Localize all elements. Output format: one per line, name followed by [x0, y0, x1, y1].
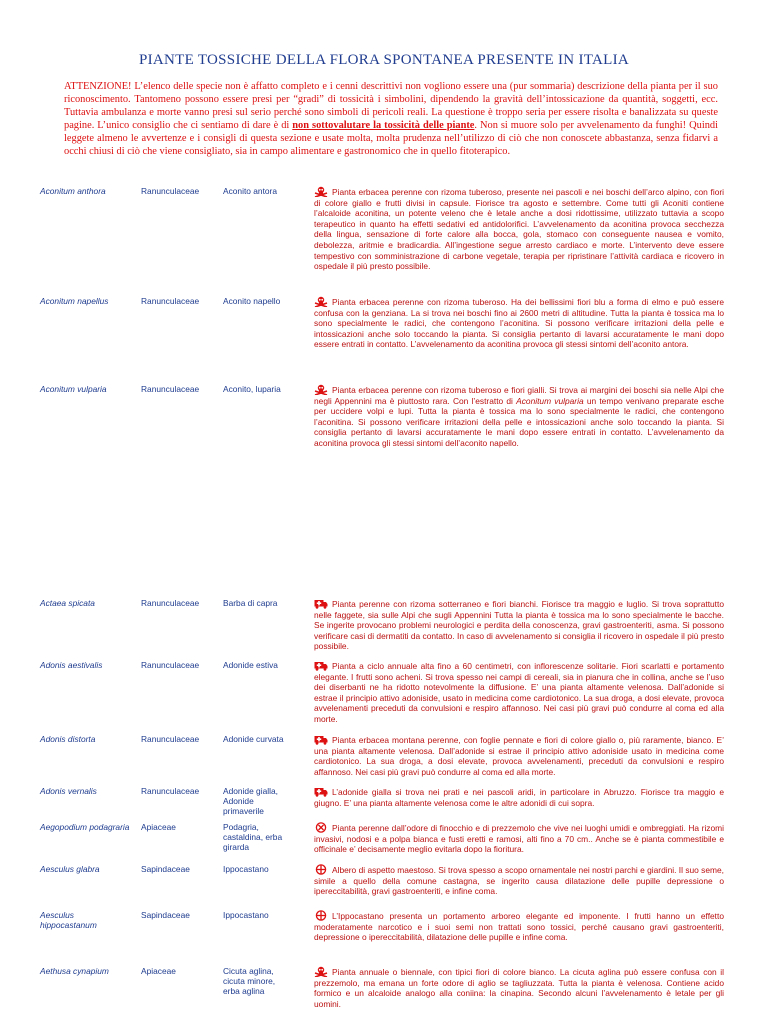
- plant-common-name: Adonide curvata: [223, 734, 284, 744]
- plant-latin-name: Aegopodium podagraria: [40, 822, 130, 832]
- plant-description: [314, 660, 724, 725]
- page-title: PIANTE TOSSICHE DELLA FLORA SPONTANEA PRESENTE IN ITALIA: [138, 52, 630, 68]
- plant-common-name: Aconito antora: [223, 186, 278, 196]
- plant-description-text: un tempo venivano preparate esche per uccidere volpi e lupi. Tutta la pianta è tossica ma lo sono specialmente le radici, che contengono l’aconitina. Si possono verificare irritazioni della pelle e intossicazioni anche solo toccando la pianta. Si consiglia pertanto di lavarsi accuratamente le mani dopo essere entrati in contatto. L’avvelenamento da aconitina provoca gli stessi sintomi dell’aconito napello.: [314, 395, 725, 448]
- plant-family: Ranunculaceae: [141, 660, 200, 670]
- plant-description: [314, 734, 724, 777]
- plant-latin-name: Adonis vernalis: [40, 786, 97, 796]
- plant-latin-name: Aesculus glabra: [40, 864, 100, 874]
- plant-description: [314, 864, 724, 897]
- plant-family: Ranunculaceae: [141, 598, 200, 608]
- plant-family: Sapindaceae: [141, 864, 190, 874]
- plant-latin-name: Aethusa cynapium: [40, 966, 109, 976]
- skull-icon: [314, 966, 328, 977]
- plant-description: [314, 384, 724, 449]
- plant-family: Ranunculaceae: [141, 296, 200, 306]
- plant-description: [314, 186, 724, 272]
- plant-family: Ranunculaceae: [141, 734, 200, 744]
- plant-common-name: Aconito, luparia: [223, 384, 281, 394]
- plant-description: [314, 296, 724, 350]
- cross-circle-icon: [314, 864, 328, 875]
- ambulance-icon: [314, 660, 328, 671]
- plant-description-text: Pianta annuale o biennale, con tipici fiori di colore bianco. La cicuta aglina può essere confusa con il prezzemolo, ma emana un forte odore di aglio se tagliuzzata. Tutta la pianta è velenosa. Contiene acido formico e un alcaloide analogo alla coniina: la cinapina. Secondo alcuni l’avvelenamento è letale per gli uomini.: [314, 967, 724, 1009]
- plant-description: [314, 966, 724, 1009]
- warning-text-start: ATTENZIONE! L’elenco delle specie non è affatto completo e i cenni descrittivi non vogliono essere una (pur sommaria) descrizione della pianta per il suo riconoscimento. Tantomeno possono essere presi per “gradi” di tossicità i simbolini, dipendendo la gravità dell’intossicazione da quantità, soggetti, ecc. Tuttavia ambulanza e morte vanno presi sul serio perché sono simboli di pericoli reali. La questione è troppo seria per essere risolta e banalizzata su queste pagine. L’unico consiglio che ci sentiamo di dare è di: [64, 81, 718, 131]
- plant-description-text: Pianta erbacea perenne con rizoma tuberoso e fiori gialli. Si trova ai margini dei boschi sia nelle Alpi che negli Appennini ma è piuttosto rara. Con l’estratto di: [314, 385, 724, 406]
- plant-common-name: Adonide gialla, Adonide primaverile: [223, 786, 278, 816]
- plant-description-text: Albero di aspetto maestoso. Si trova spesso a scopo ornamentale nei nostri parchi e giardini. Il suo seme, simile a quello della comune castagna, se ingerito causa dilatazione delle pupille depressione o ipereccitabilità, gravi gastroenteriti, e infine coma.: [314, 865, 724, 897]
- plant-common-name: Aconito napello: [223, 296, 281, 306]
- plant-latin-name: Aconitum vulparia: [40, 384, 107, 394]
- plant-description: [314, 598, 724, 652]
- plant-description: [314, 786, 724, 808]
- plant-common-name: Barba di capra: [223, 598, 278, 608]
- warning-text-end: . Non si muore solo per avvelenamento da funghi! Quindi leggete almeno le avvertenze e i consigli di questa sezione e usate molta, molta prudenza nell’utilizzo di ciò che non conoscete abbastanza, senza fidarvi a occhi chiusi di ciò che viene consigliato, sia in campo alimentare e gastronomico che in quello fitoterapico.: [64, 120, 718, 157]
- plant-description-text: Pianta erbacea perenne con rizoma tuberoso. Ha dei bellissimi fiori blu a forma di elmo e può essere confusa con la genziana. La si trova nei boschi fino ai 2600 metri di altitudine. Tutta la pianta è tossica ma lo sono specialmente le radici, che contengono l’aconitina. Si possono verificare irritazioni della pelle e intossicazioni anche solo toccando la pianta. Si consiglia pertanto di lavarsi accuratamente le mani dopo essere entrati in contatto. L’avvelenamento da aconitina provoca gli stessi sintomi dell’aconito antora.: [314, 297, 724, 350]
- plant-description-text: Pianta perenne con rizoma sotterraneo e fiori bianchi. Fiorisce tra maggio e luglio. Si trova soprattutto nelle faggete, sia sulle Alpi che sugli Appennini Tutta la pianta è tossica ma lo sono specialmente le bacche. Se ingerite provocano problemi neurologici e perdita della conoscenza, gravi gastroenteriti, asma. Si possono verificare casi di dermatiti da contatto. In caso di avvelenamento si consiglia il ricovero in ospedale il più presto possibile.: [314, 599, 724, 652]
- ambulance-icon: [314, 734, 328, 745]
- plant-latin-name: Adonis aestivalis: [40, 660, 103, 670]
- plant-description: [314, 910, 724, 943]
- warning-emphasis: non sottovalutare la tossicità delle piante: [292, 120, 475, 131]
- plant-family: Apiaceae: [141, 822, 176, 832]
- danger-circle-icon: [314, 822, 328, 833]
- plant-common-name: Ippocastano: [223, 864, 269, 874]
- plant-latin-name: Adonis distorta: [40, 734, 96, 744]
- ambulance-icon: [314, 786, 328, 797]
- plant-common-name: Cicuta aglina, cicuta minore, erba aglina: [223, 966, 276, 996]
- warning-paragraph: [64, 80, 718, 158]
- ambulance-icon: [314, 598, 328, 609]
- plant-description-text: Pianta a ciclo annuale alta fino a 60 centimetri, con inflorescenze solitarie. Fiori scarlatti e portamento elegante. I frutti sono acheni. Si trova spesso nei campi di cereali, sia in pianura che in collina, anche se l’uso dei diserbanti ne ha ridotto notevolmente la diffusione. E’ una pianta altamente velenosa. Dall’adonide si estrae il principio attivo adoniside, usato in medicina come cardiotonico. La sua droga, a dosi elevate, provoca avvelenamenti preceduti da convulsioni e respiro affannoso. Nei casi più gravi può condurre al coma ed alla morte.: [314, 661, 724, 724]
- plant-description-text: Pianta perenne dall’odore di finocchio e di prezzemolo che vive nei luoghi umidi e ombreggiati. Ha rizomi invasivi, nodosi e a polpa bianca e fusti eretti e ramosi, alti fino a 70 cm.. Anche se è pianta commestibile e officinale e’ decisamente meglio evitarla dopo la fioritura.: [314, 823, 724, 855]
- plant-description-text: L’Ippocastano presenta un portamento arboreo elegante ed imponente. I frutti hanno un effetto moderatamente narcotico e i suoi semi non trattati sono tossici, perché causano gravi gastroenteriti, depressione o ipereccitabilità, dilatazione delle pupille e infine coma.: [314, 911, 724, 943]
- plant-latin-name: Aconitum napellus: [40, 296, 109, 306]
- plant-common-name: Podagria, castaldina, erba girarda: [223, 822, 283, 852]
- plant-description: [314, 822, 724, 855]
- plant-description-italic: Aconitum vulparia: [516, 395, 584, 406]
- plant-family: Sapindaceae: [141, 910, 190, 920]
- skull-icon: [314, 296, 328, 307]
- skull-icon: [314, 186, 328, 197]
- plant-latin-name: Actaea spicata: [40, 598, 95, 608]
- plant-family: Apiaceae: [141, 966, 176, 976]
- plant-family: Ranunculaceae: [141, 786, 200, 796]
- plant-description-text: Pianta erbacea perenne con rizoma tuberoso, presente nei pascoli e nei boschi dell’arco alpino, con fiori di colore giallo e frutti divisi in capsule. Fiorisce tra agosto e settembre. Come tutti gli Aconiti contiene l’alcaloide aconitina, un potente veleno che è letale anche a dosi ridottissime, utilizzato tuttavia a scopo terapeutico in quanto ha effetti sedativi ed antidolorifici. L’avvelenamento da aconitina provoca secchezza della lingua, sensazione di forte calore alla bocca, gola, stomaco con conseguente nausea e vomito, debolezza, aritmie e bradicardia. All’ingestione segue arresto cardiaco e morte. L’intervento deve essere tempestivo con somministrazione di carbone vegetale, terapia per ripristinare l’attività cardiaca e ricovero in ospedale il più presto possibile.: [314, 187, 724, 272]
- plant-description-text: Pianta erbacea montana perenne, con foglie pennate e fiori di colore giallo o, più raramente, bianco. E’ una pianta altamente velenosa. Dall’adonide si estrae il principio attivo adoniside usato in medicina come cardiotonico. La sua droga, a dosi elevate, provoca avvelenamenti, preceduti da convulsioni e respiro affannoso. Nei casi più gravi può condurre al coma ed alla morte.: [314, 735, 724, 777]
- plant-family: Ranunculaceae: [141, 384, 200, 394]
- cross-circle-icon: [314, 910, 328, 921]
- plant-description-text: L’adonide gialla si trova nei prati e nei pascoli aridi, in particolare in Abruzzo. Fiorisce tra maggio e giugno. E’ una pianta altamente velenosa come le altre adonidi di cui sopra.: [314, 787, 724, 808]
- plant-latin-name: Aconitum anthora: [40, 186, 106, 196]
- skull-icon: [314, 384, 328, 395]
- plant-latin-name: Aesculus hippocastanum: [40, 910, 97, 930]
- plant-family: Ranunculaceae: [141, 186, 200, 196]
- plant-common-name: Adonide estiva: [223, 660, 278, 670]
- plant-common-name: Ippocastano: [223, 910, 269, 920]
